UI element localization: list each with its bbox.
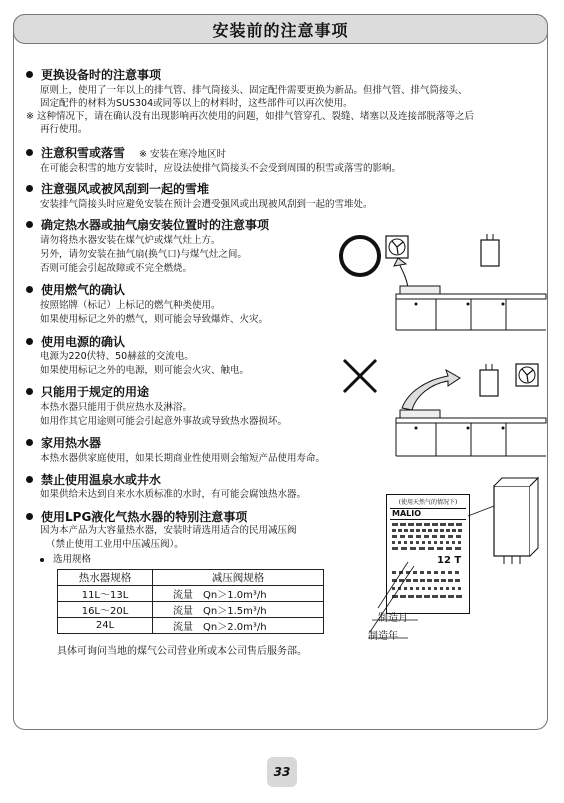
water-heater-icon [494,486,530,556]
nameplate-rating: 12 T [437,555,462,566]
text-snow: 在可能会积雪的地方安装时，应设法使排气筒接头不会受到周围的积雪或落雪的影响。 [40,163,402,174]
text-wind: 安装排气筒接头时应避免安装在预计会遭受强风或出现被风刮到一起的雪堆处。 [40,199,373,210]
page-title: 安装前的注意事项 [13,14,548,44]
arrow-icon [402,370,460,410]
text-gas-1: 按照铭牌（标记）上标记的燃气种类使用。 [40,300,221,311]
heading-power-check: 使用电源的确认 [26,333,125,350]
text-lpg-2: （禁止使用工业用中压减压阀）。 [46,539,184,550]
label-manufacture-year: 制造年 [368,631,398,642]
spec-size: 16L～20L [58,602,153,618]
wrong-cross-icon [344,360,376,392]
bullet-icon [26,221,33,228]
bullet-icon [26,185,33,192]
heading-install-location: 确定热水器或抽气扇安装位置时的注意事项 [26,216,269,233]
spec-flow: 流量 Qn＞1.0m³/h [153,586,324,602]
heading-replace-equipment: 更换设备时的注意事项 [26,66,161,83]
text-location-1: 请勿将热水器安装在煤气炉或煤气灶上方。 [40,235,221,246]
bullet-icon [26,388,33,395]
arrow-icon [394,258,406,266]
heading-gas-check: 使用燃气的确认 [26,281,125,298]
note-replace-1: ※ 这种情况下，请在确认没有出现影响再次使用的问题，如排气管穿孔、裂缝、堵塞以及连接部脱落等之后 [26,111,474,122]
water-heater-icon [480,370,498,396]
text-household: 本热水器供家庭使用，如果长期商业性使用则会缩短产品使用寿命。 [40,453,326,464]
bullet-icon [40,558,44,562]
bullet-icon [26,71,33,78]
spec-header-size: 热水器规格 [58,570,153,586]
bullet-icon [26,149,33,156]
heading-wind: 注意强风或被风刮到一起的雪堆 [26,180,209,197]
nameplate-brand: MALIO [390,508,466,520]
nameplate-header: (使用天然气的情况下) [398,499,458,506]
bullet-icon [26,513,33,520]
diagram-correct-install [336,226,546,336]
text-replace-1: 原则上，使用了一年以上的排气管、排气筒接头、固定配件需要更换为新品。但排气管、排气筒接头、 [40,85,468,96]
counter-icon [396,418,546,423]
text-spring-water: 如果供给未达到自来水水质标准的水时，有可能会腐蚀热水器。 [40,489,307,500]
text-gas-2: 如果使用标记之外的燃气，则可能会导致爆炸、火灾。 [40,314,269,325]
table-row [58,602,324,618]
label-manufacture-month: 制造月 [378,613,408,624]
text-lpg-1: 因为本产品为大容量热水器，安装时请选用适合的民用减压阀 [40,525,297,536]
heading-household: 家用热水器 [26,434,101,451]
note-replace-2: 再行使用。 [40,124,88,135]
text-lpg-footer: 具体可询问当地的煤气公司营业所或本公司售后服务部。 [57,646,307,657]
heading-lpg: 使用LPG液化气热水器的特别注意事项 [26,508,247,525]
heading-usage: 只能用于规定的用途 [26,383,149,400]
bullet-icon [26,338,33,345]
text-usage-2: 如用作其它用途则可能会引起意外事故或导致热水器损坏。 [40,416,288,427]
stove-icon [400,410,440,418]
spec-header-valve: 减压阀规格 [153,570,324,586]
bullet-icon [26,286,33,293]
spec-size: 11L～13L [58,586,153,602]
page-number: 33 [267,757,297,787]
spec-flow: 流量 Qn＞1.5m³/h [153,602,324,618]
text-power-1: 电源为220伏特、50赫兹的交流电。 [40,351,194,362]
counter-icon [396,294,546,299]
heater-unit-diagram [468,476,538,576]
sub-heading-spec: 选用规格 [40,553,91,566]
text-replace-2: 固定配件的材料为SUS304或同等以上的材料时，这些部件可以再次使用。 [40,98,353,109]
text-location-3: 否则可能会引起故障或不完全燃烧。 [40,263,193,274]
heading-spring-water: 禁止使用温泉水或井水 [26,471,161,488]
text-location-2: 另外，请勿安装在抽气扇(换气口)与煤气灶之间。 [40,249,247,260]
text-usage-1: 本热水器只能用于供应热水及淋浴。 [40,402,193,413]
bullet-icon [26,476,33,483]
heading-snow: 注意积雪或落雪 ※ 安装在寒冷地区时 [26,144,226,161]
diagram-wrong-install [336,352,546,462]
bullet-icon [26,439,33,446]
spec-size: 24L [58,618,153,634]
stove-icon [400,286,440,294]
spec-flow: 流量 Qn＞2.0m³/h [153,618,324,634]
table-row [58,586,324,602]
text-power-2: 如果使用标记之外的电源，则可能会火灾、触电。 [40,365,250,376]
table-row [58,618,324,634]
spec-table [57,569,324,634]
correct-circle-icon [341,237,379,275]
water-heater-icon [481,240,499,266]
